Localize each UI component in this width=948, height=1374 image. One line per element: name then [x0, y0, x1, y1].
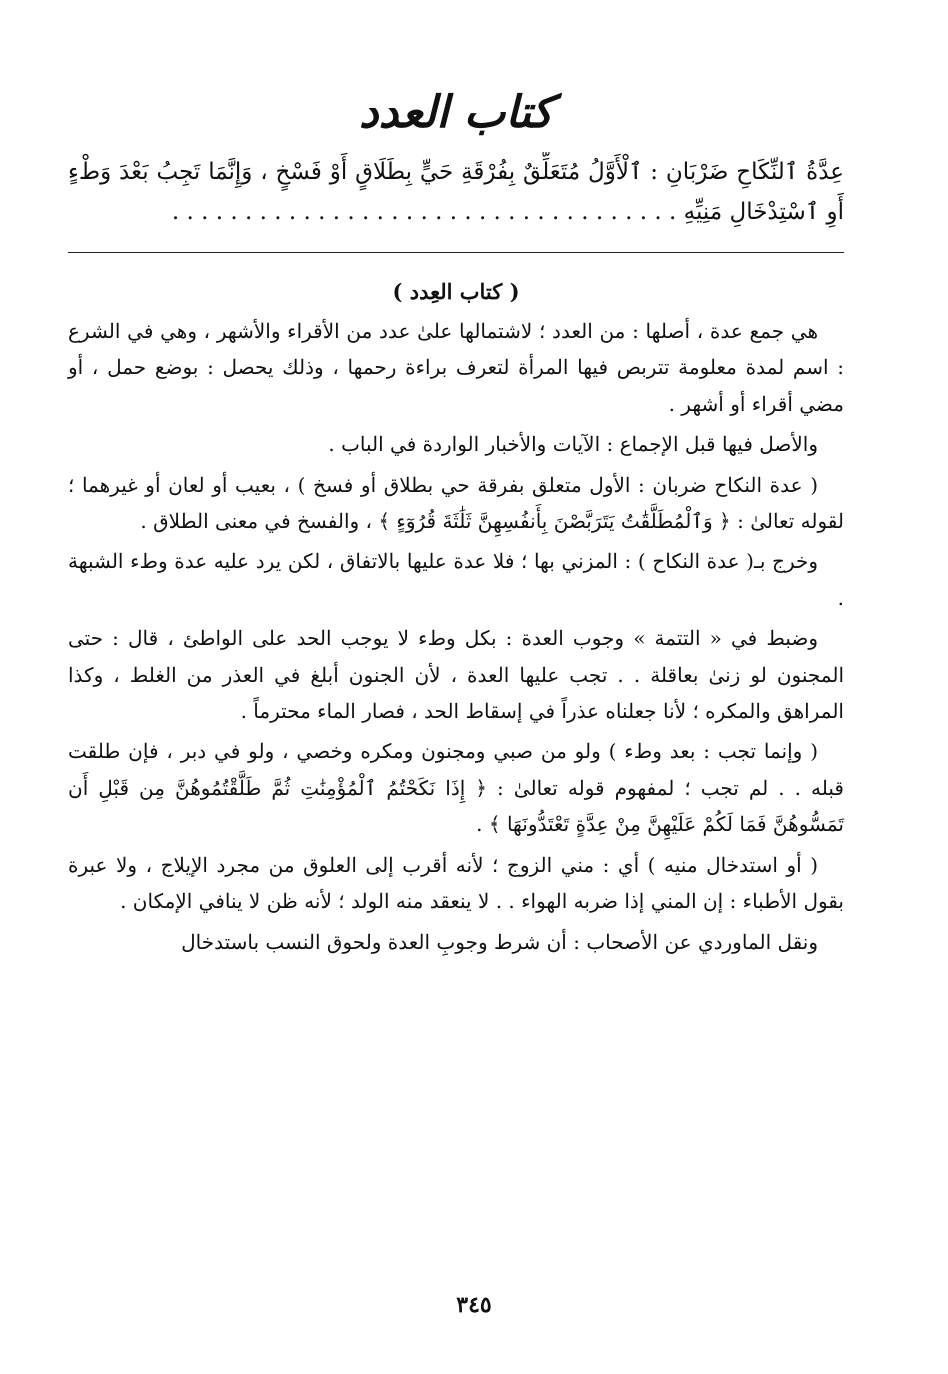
paragraph: وخرج بـ( عدة النكاح ) : المزني بها ؛ فلا عدة عليها بالاتفاق ، لكن يرد عليه عدة وطء الشبهة . — [68, 549, 844, 610]
book-title: كتاب العدد — [359, 87, 553, 138]
commentary — [68, 313, 844, 960]
matn-text: عِدَّةُ ٱلنِّكَاحِ ضَرْبَانِ : ٱلْأَوَّلُ مُتَعَلِّقٌ بِفُرْقَةِ حَيٍّ بِطَلَاقٍ أَوْ فَسْخٍ ، وَإِنَّمَا تَجِبُ بَعْدَ وَطْءٍ أَوِ ٱسْتِدْخَالِ مَنِيِّهِ . . . . . . . . . . . . . . . . . . . . . . . . . . . . . . . . . . . — [68, 159, 844, 225]
paragraph: والأصل فيها قبل الإجماع : الآيات والأخبار الواردة في الباب . — [328, 432, 818, 457]
section-title: ( كتاب العِدد ) — [392, 279, 520, 304]
paragraph: ( عدة النكاح ضربان : الأول متعلق بفرقة حي بطلاق أو فسخ ) ، بعيب أو لعان أو غيرهما ؛ لقوله تعالىٰ : ﴿ وَٱلْمُطَلَّقَٰتُ يَتَرَبَّصْنَ بِأَنفُسِهِنَّ ثَلَٰثَةَ قُرُوٓءٍ ﴾ ، والفسخ في معنى الطلاق . — [68, 472, 844, 534]
page-number: ٣٤٥ — [456, 1292, 492, 1318]
page-body — [68, 80, 844, 960]
paragraph: هي جمع عدة ، أصلها : من العدد ؛ لاشتمالها علىٰ عدد من الأقراء والأشهر ، وهي في الشرع : اسم لمدة معلومة تتربص فيها المرأة لتعرف براءة رحمها ، وذلك يحصل : بوضع حمل ، أو مضي أقراء أو أشهر . — [68, 319, 844, 416]
paragraph: وضبط في « التتمة » وجوب العدة : بكل وطء لا يوجب الحد على الواطئ ، قال : حتى المجنون لو زنىٰ بعاقلة . . تجب عليها العدة ، لأن الجنون أبلغ في العذر من الغلط ، وكذا المراهق والمكره ؛ لأنا جعلناه عذراً في إسقاط الحد ، فصار الماء محترماً . — [68, 626, 845, 724]
paragraph: ونقل الماوردي عن الأصحاب : أن شرط وجوبِ العدة ولحوق النسب باستدخال — [181, 929, 818, 954]
divider-line — [68, 252, 844, 253]
paragraph: ( وإنما تجب : بعد وطء ) ولو من صبي ومجنون ومكره وخصي ، ولو في دبر ، فإن طلقت قبله . . لم تجب ؛ لمفهوم قوله تعالىٰ : ﴿ إِذَا نَكَحْتُمُ ٱلْمُؤْمِنَٰتِ ثُمَّ طَلَّقْتُمُوهُنَّ مِن قَبْلِ أَن تَمَسُّوهُنَّ فَمَا لَكُمْ عَلَيْهِنَّ مِنْ عِدَّةٍ تَعْتَدُّونَهَا ﴾ . — [68, 739, 844, 837]
paragraph: ( أو استدخال منيه ) أي : مني الزوج ؛ لأنه أقرب إلى العلوق من مجرد الإيلاج ، ولا عبرة بقول الأطباء : إن المني إذا ضربه الهواء . . لا ينعقد منه الولد ؛ لأنه ظن لا ينافي الإمكان . — [68, 852, 844, 914]
